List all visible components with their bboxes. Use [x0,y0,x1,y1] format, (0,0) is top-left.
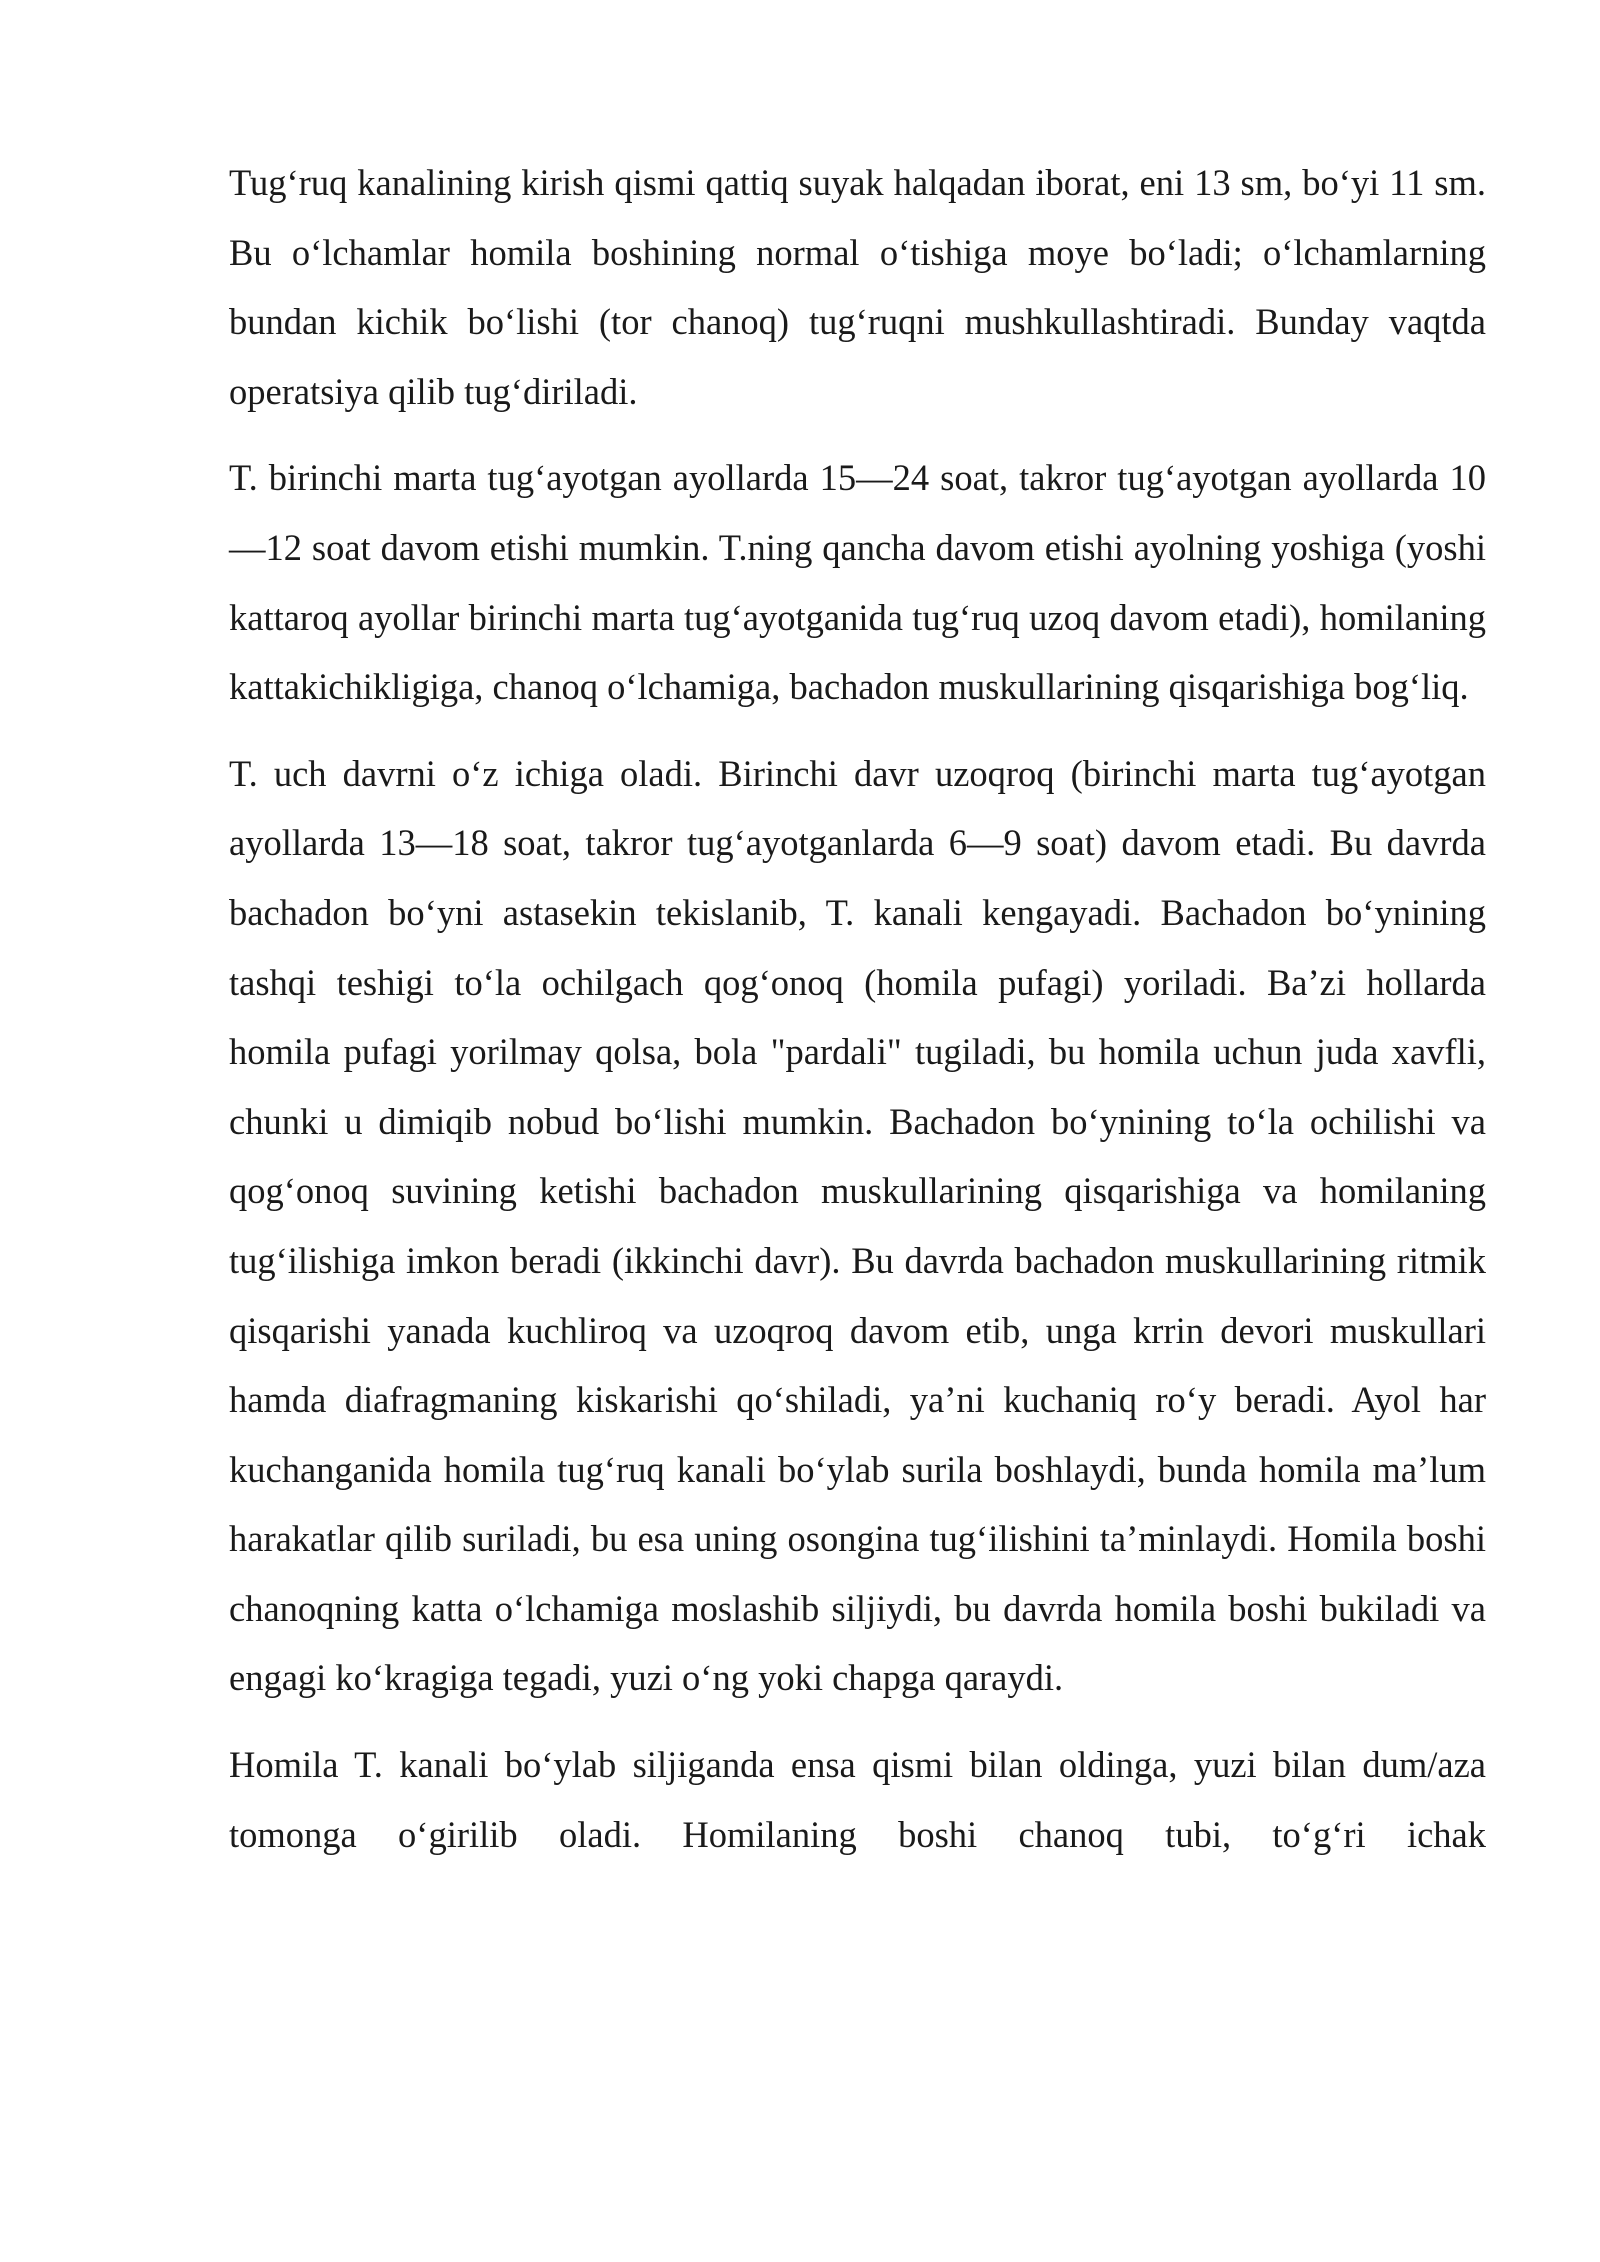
paragraph-4: Homila T. kanali bo‘ylab siljiganda ensa qismi bilan oldinga, yuzi bilan dum/aza tomonga o‘girilib oladi. Homilaning boshi chanoq tubi, to‘g‘ri ichak [229,1744,1486,1855]
document-body [229,148,1486,1886]
paragraph-1: Tug‘ruq kanalining kirish qismi qattiq suyak halqadan iborat, eni 13 sm, bo‘yi 11 sm. Bu o‘lchamlar homila boshining normal o‘tishiga moye bo‘ladi; o‘lchamlarning bundan kichik bo‘lishi (tor chanoq) tug‘ruqni mushkullashtiradi. Bunday vaqtda operatsiya qilib tug‘diriladi. [229,162,1486,412]
paragraph-2: T. birinchi marta tug‘ayotgan ayollarda 15—24 soat, takror tug‘ayotgan ayollarda 10—12 soat davom etishi mumkin. T.ning qancha davom etishi ayolning yoshiga (yoshi kattaroq ayollar birinchi marta tug‘ayotganida tug‘ruq uzoq davom etadi), homilaning kattakichikligiga, chanoq o‘lchamiga, bachadon muskullarining qisqarishiga bog‘liq. [229,457,1486,708]
paragraph-3: T. uch davrni o‘z ichiga oladi. Birinchi davr uzoqroq (birinchi marta tug‘ayotgan ayollarda 13—18 soat, takror tug‘ayotganlarda 6—9 soat) davom etadi. Bu davrda bachadon bo‘yni astasekin tekislanib, T. kanali kengayadi. Bachadon bo‘ynining tashqi teshigi to‘la ochilgach qog‘onoq (homila pufagi) yoriladi. Ba’zi hollarda homila pufagi yorilmay qolsa, bola "pardali" tugiladi, bu homila uchun juda xavfli, chunki u dimiqib nobud bo‘lishi mumkin. Bachadon bo‘ynining to‘la ochilishi va qog‘onoq suvining ketishi bachadon muskullarining qisqarishiga va homilaning tug‘ilishiga imkon beradi (ikkinchi davr). Bu davrda bachadon muskullarining ritmik qisqarishi yanada kuchliroq va uzoqroq davom etib, unga krrin devori muskullari hamda diafragmaning kiskarishi qo‘shiladi, ya’ni kuchaniq ro‘y beradi. Ayol har kuchanganida homila tug‘ruq kanali bo‘ylab surila boshlaydi, bunda homila ma’lum harakatlar qilib suriladi, bu esa uning osongina tug‘ilishini ta’minlaydi. Homila boshi chanoqning katta o‘lchamiga moslashib siljiydi, bu davrda homila boshi bukiladi va engagi ko‘kragiga tegadi, yuzi o‘ng yoki chapga qaraydi. [229,752,1486,1699]
